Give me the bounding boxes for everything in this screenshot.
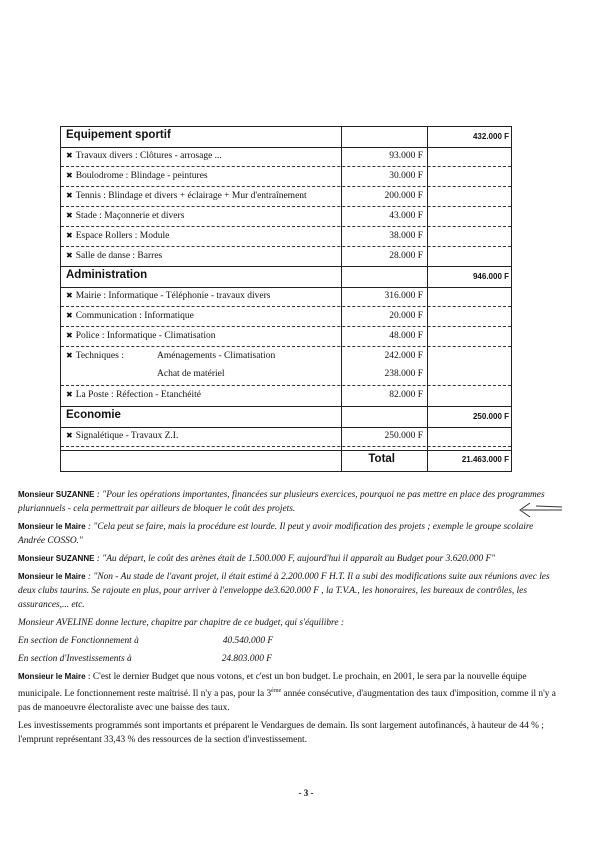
section-title: Administration xyxy=(66,269,148,281)
bullet-icon: ✖ xyxy=(66,390,73,399)
section-title: Equipement sportif xyxy=(66,129,171,141)
grand-total: 21.463.000 F xyxy=(461,455,509,464)
bullet-icon: ✖ xyxy=(66,171,73,180)
bullet-icon: ✖ xyxy=(66,151,73,160)
paragraph: En section de Fonctionnement à 40.540.000 F xyxy=(18,636,274,646)
section-total: 250.000 F xyxy=(472,412,509,421)
bullet-icon: ✖ xyxy=(66,311,73,320)
bullet-icon: ✖ xyxy=(66,191,73,200)
bullet-icon: ✖ xyxy=(66,251,73,260)
paragraph: Monsieur AVELINE donne lecture, chapitre par chapitre de ce budget, qui s'équilibre : xyxy=(18,618,344,628)
total-label: Total xyxy=(368,453,395,465)
budget-table: Equipement sportif 432.000 F ✖ Travaux divers : Clôtures - arrosage ... 93.000 F ✖ Boulodrome : Blindage - peintures 30.000 F ✖ Tennis : Blindage et divers + éclairage + Mur d'entraînement 200.000 F ✖ Stade : Maçonnerie et divers 43.000 F ✖ Espace Rollers : Module 38.000 F ✖ Salle de danse : Barres 28.000 F Administration 946.000 F ✖ Mairie : Informatique - Téléphonie - travaux divers 316.000 F ✖ Communication : Informatique 20.000 F ✖ Police : Informatique - Climatisation 48.000 F ✖ Techniques : Aménagements - Climatisation 242.000 F Achat de matériel 238.000 F ✖ La Poste : Réfection - Etanchéité 82.000 F Economie 250.000 F ✖ Signalétique - Travaux Z.I. 250.000 F Total 21.463.000 F xyxy=(60,126,512,472)
handwritten-arrow-icon xyxy=(516,500,564,520)
paragraph: Monsieur le Maire : C'est le dernier Budget que nous votons, et c'est un bon budget. Le prochain, en 2001, le sera par la nouvelle équipe municipale. Le fonctionnement reste maîtrisé. Il n'y a pas, pour la 3ème année consécutive, d'augmentation des taux d'imposition, comme il n'y a pas de manoeuvre électoraliste avec une baisse des taux. xyxy=(18,672,556,714)
paragraph: Monsieur le Maire : "Cela peut se faire, mais la procédure est lourde. Il peut y avoir modification des projets ; exemple le groupe scolaire Andrée COSSO." xyxy=(18,522,534,546)
paragraph: Monsieur le Maire : "Non - Au stade de l'avant projet, il était estimé à 2.200.000 F H.T. Il a subi des modifications suite aux réunions avec les deux clubs taurins. Se rajoute en plus, pour arriver à l'enveloppe de3.620.000 F , la T.V.A., les honoraires, les bureaux de contrôles, les assurances,... etc. xyxy=(18,572,550,610)
bullet-icon: ✖ xyxy=(66,431,73,440)
bullet-icon: ✖ xyxy=(66,291,73,300)
page-number: - 3 - xyxy=(298,788,314,798)
paragraph: Monsieur SUZANNE : "Pour les opérations importantes, financées sur plusieurs exercices, pourquoi ne pas mettre en place des programmes pluriannuels - cela permettrait par ailleurs de bloquer le coût des projets. xyxy=(18,490,545,514)
bullet-icon: ✖ xyxy=(66,211,73,220)
bullet-icon: ✖ xyxy=(66,351,73,360)
bullet-icon: ✖ xyxy=(66,331,73,340)
paragraph: Monsieur SUZANNE : "Au départ, le coût des arènes était de 1.500.000 F, aujourd'hui il apparaît au Budget pour 3.620.000 F" xyxy=(18,554,496,564)
paragraph: En section d'Investissements à 24.803.000 F xyxy=(18,654,272,664)
section-header xyxy=(61,269,511,285)
section-total: 432.000 F xyxy=(472,132,509,141)
section-total: 946.000 F xyxy=(472,272,509,281)
section-header xyxy=(61,129,511,145)
section-title: Economie xyxy=(66,409,121,421)
section-header xyxy=(61,409,511,425)
paragraph: Les investissements programmés sont importants et préparent le Vendargues de demain. Ils sont largement autofinancés, à hauteur de 44 % ; l'emprunt représentant 33,43 % des ressources de la section d'investissement. xyxy=(18,721,544,746)
bullet-icon: ✖ xyxy=(66,231,73,240)
minutes-text xyxy=(18,488,556,751)
